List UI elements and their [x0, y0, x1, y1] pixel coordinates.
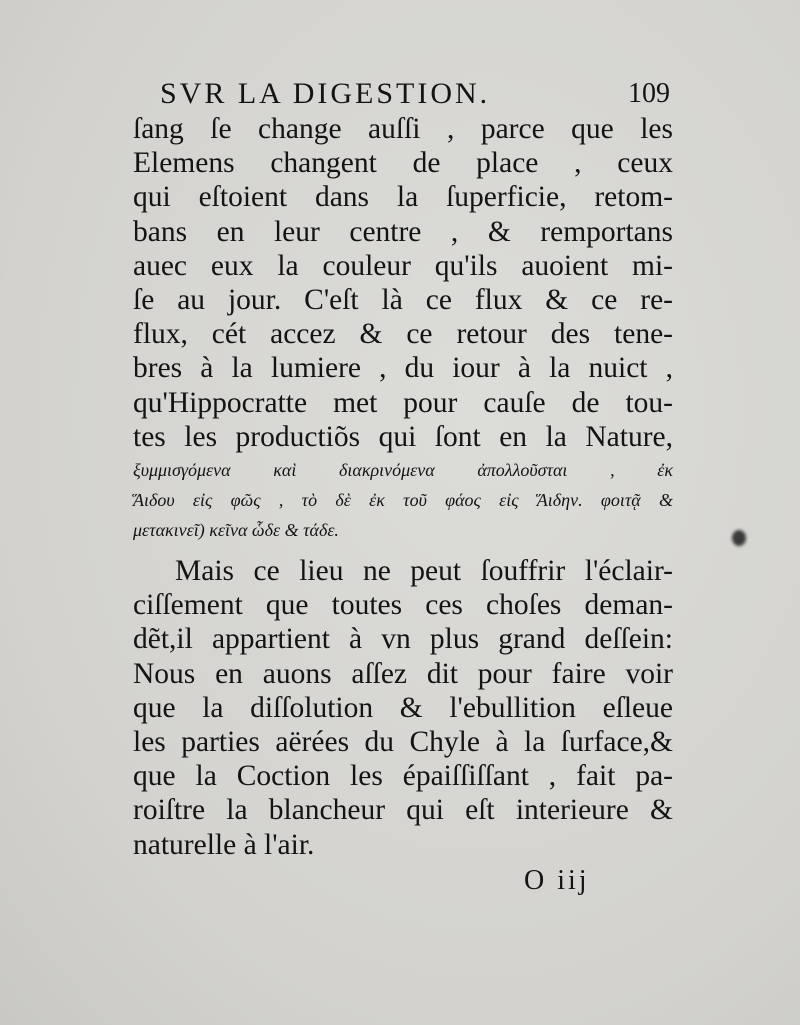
text-line: ſang ſe change auſſi , parce que les	[133, 113, 673, 145]
text-line: flux, cét accez & ce retour des tene-	[133, 318, 673, 351]
text-line: bans en leur centre , & remportans	[133, 215, 673, 248]
text-line: que la Coction les épaiſſiſſant , fait pa-	[133, 760, 673, 793]
greek-line: ξυμμισγόμενα καὶ διακρινόμενα ἀπολλοῦσται , ἐκ	[133, 460, 673, 480]
text-line: qu'Hippocratte met pour cauſe de tou-	[133, 386, 673, 419]
text-line: naturelle à l'air.	[133, 828, 315, 861]
text-line: Nous en auons aſſez dit pour faire voir	[133, 657, 673, 690]
text-line: qui eſtoient dans la ſuperficie, retom-	[133, 181, 673, 214]
text-line: que la diſſolution & l'ebullition eſleue	[133, 691, 673, 724]
ink-spot	[732, 530, 746, 546]
text-line: roiſtre la blancheur qui eſt interieure &	[133, 794, 673, 827]
greek-line: μετακινεῖ) κεῖνα ὧδε & τάδε.	[133, 520, 339, 540]
text-line: bres à la lumiere , du iour à la nuict ,	[133, 352, 673, 385]
paragraph-1	[133, 112, 673, 454]
signature-mark: O iij	[524, 865, 590, 896]
text-line: auec eux la couleur qu'ils auoient mi-	[133, 249, 673, 282]
text-line: dẽt,il appartient à vn plus grand deſſein:	[133, 623, 673, 656]
text-line: tes les productiõs qui ſont en la Nature,	[133, 420, 673, 453]
text-line: ſe au jour. C'eſt là ce flux & ce re-	[133, 283, 673, 316]
greek-quotation	[133, 455, 673, 545]
text-line: ciſſement que toutes ces choſes deman-	[133, 589, 673, 622]
text-line: Mais ce lieu ne peut ſouffrir l'éclair-	[175, 555, 673, 587]
text-line: Elemens changent de place , ceux	[133, 147, 673, 180]
paragraph-2	[133, 554, 673, 862]
page-header	[160, 76, 670, 112]
running-head: SVR LA DIGESTION.	[160, 77, 491, 110]
greek-line: Ἅιδου εἰς φῶς , τὸ δὲ ἐκ τοῦ φάος εἰς Ἅιδην. φοιτᾷ &	[133, 490, 673, 510]
text-line: les parties aërées du Chyle à la ſurface,&	[133, 725, 673, 758]
page-number: 109	[628, 78, 670, 109]
